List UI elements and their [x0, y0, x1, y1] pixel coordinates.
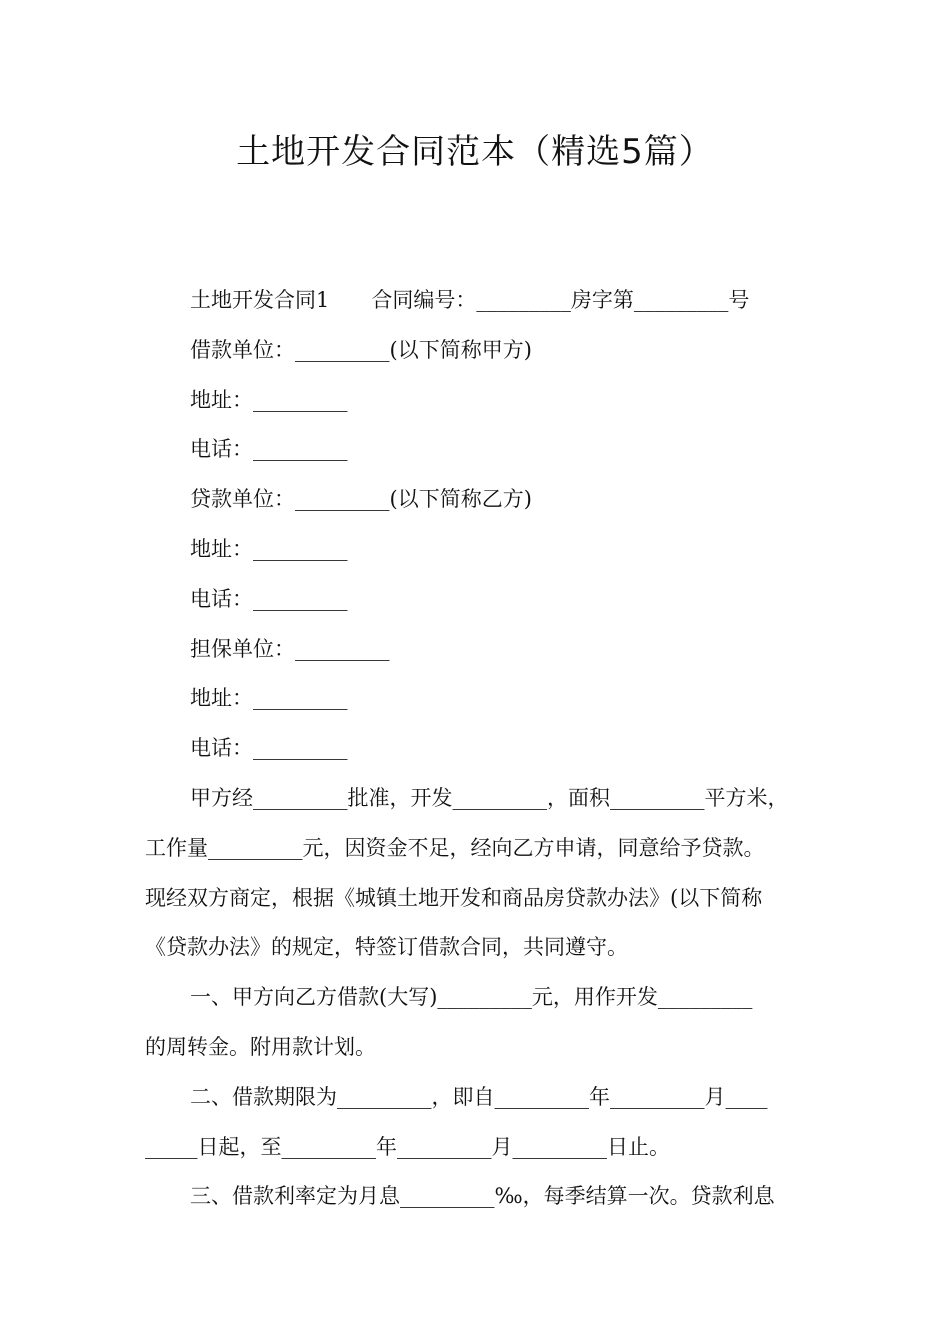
paragraph-line: 电话：_________ — [190, 736, 348, 761]
paragraph-line: 借款单位：_________(以下简称甲方) — [190, 337, 532, 362]
paragraph-line: 的周转金。附用款计划。 — [145, 1034, 376, 1059]
paragraph-line: 土地开发合同1 合同编号：_________房字第_________号 — [190, 288, 750, 312]
paragraph-line: _____日起，至_________年_________月_________日止。 — [145, 1134, 670, 1159]
paragraph-line: 地址：_________ — [190, 686, 348, 711]
paragraph-line: 《贷款办法》的规定，特签订借款合同，共同遵守。 — [145, 935, 628, 960]
paragraph-line: 三、借款利率定为月息_________‰，每季结算一次。贷款利息 — [190, 1184, 775, 1209]
document-title: 土地开发合同范本（精选5篇） — [236, 132, 714, 172]
paragraph-line: 甲方经_________批准，开发_________，面积_________平方米， — [190, 785, 789, 810]
paragraph-line: 二、借款期限为_________，即自_________年_________月____ — [190, 1084, 768, 1109]
paragraph-line: 地址：_________ — [190, 387, 348, 412]
paragraph-line: 一、甲方向乙方借款(大写)_________元，用作开发_________ — [190, 985, 753, 1010]
paragraph-line: 电话：_________ — [190, 437, 348, 462]
paragraph-line: 电话：_________ — [190, 586, 348, 611]
paragraph-line: 现经双方商定，根据《城镇土地开发和商品房贷款办法》(以下简称 — [145, 885, 763, 910]
paragraph-line: 工作量_________元，因资金不足，经向乙方申请，同意给予贷款。 — [145, 835, 765, 860]
document-body — [145, 276, 810, 1222]
paragraph-line: 担保单位：_________ — [190, 636, 390, 661]
paragraph-line: 地址：_________ — [190, 536, 348, 561]
paragraph-line: 贷款单位：_________(以下简称乙方) — [190, 487, 532, 512]
